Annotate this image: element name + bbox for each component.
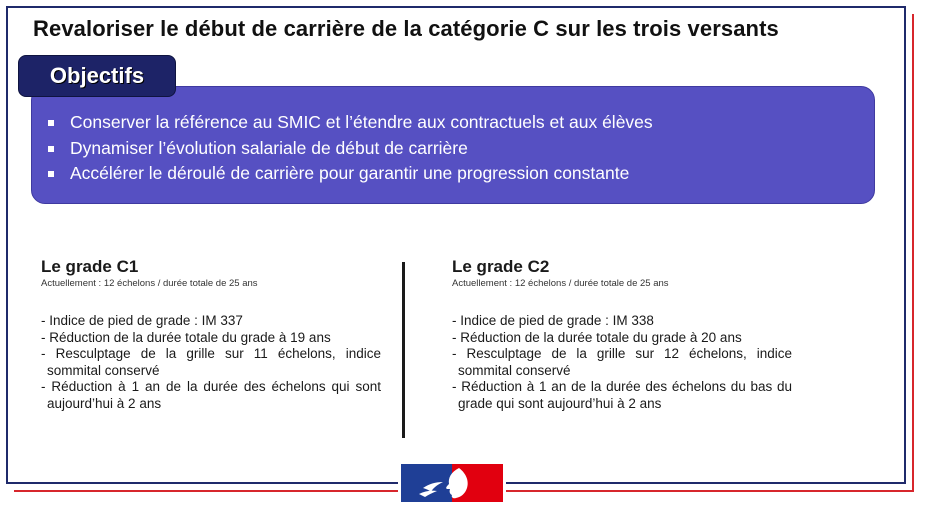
logo-blue-panel [401,464,452,502]
frame-line-bottom-left [6,482,398,484]
grade-c2-item: - Resculptage de la grille sur 12 échelons, indice sommital conservé [452,346,792,378]
objective-text: Dynamiser l’évolution salariale de début de carrière [70,137,468,158]
grade-c1-item: - Réduction à 1 an de la durée des échelons qui sont aujourd’hui à 2 ans [41,379,381,411]
grade-c1-item: - Indice de pied de grade : IM 337 [41,313,243,328]
square-bullet-icon [48,120,54,126]
grade-c1-column [41,256,381,412]
objective-item [48,110,868,136]
marianne-logo-icon [401,464,503,502]
grade-c1-list [41,313,381,412]
objective-item [48,136,868,162]
square-bullet-icon [48,146,54,152]
grade-c1-item: - Réduction de la durée totale du grade à 19 ans [41,329,331,345]
objectives-tab: Objectifs [18,55,176,97]
grade-c2-item: - Réduction de la durée totale du grade à 20 ans [452,329,742,345]
grade-c2-column [452,256,792,412]
objectives-list [48,110,868,187]
grade-c2-list [452,313,792,412]
grade-c1-item: - Resculptage de la grille sur 11 échelons, indice sommital conservé [41,346,381,378]
grade-c2-subtitle: Actuellement : 12 échelons / durée totale de 25 ans [452,278,669,289]
frame-line-left [6,6,8,484]
frame-line-top [6,6,904,8]
square-bullet-icon [48,171,54,177]
frame-red-line-bottom-right [506,490,914,492]
frame-red-line-right [912,14,914,492]
objective-text: Conserver la référence au SMIC et l’étendre aux contractuels et aux élèves [70,112,653,132]
objective-item [48,161,868,187]
column-divider [402,262,405,438]
grade-c2-item: - Indice de pied de grade : IM 338 [452,313,654,328]
grade-c2-item: - Réduction à 1 an de la durée des échelons du bas du grade qui sont aujourd’hui à 2 ans [452,379,792,411]
objective-text: Accélérer le déroulé de carrière pour garantir une progression constante [70,163,630,183]
grade-c1-subtitle: Actuellement : 12 échelons / durée totale de 25 ans [41,278,258,289]
slide-title: Revaloriser le début de carrière de la catégorie C sur les trois versants [33,16,779,41]
frame-red-line-bottom-left [14,490,398,492]
grade-c2-title: Le grade C2 [452,257,550,276]
grade-c1-title: Le grade C1 [41,257,139,276]
frame-line-bottom-right [506,482,906,484]
frame-line-right [904,6,906,484]
